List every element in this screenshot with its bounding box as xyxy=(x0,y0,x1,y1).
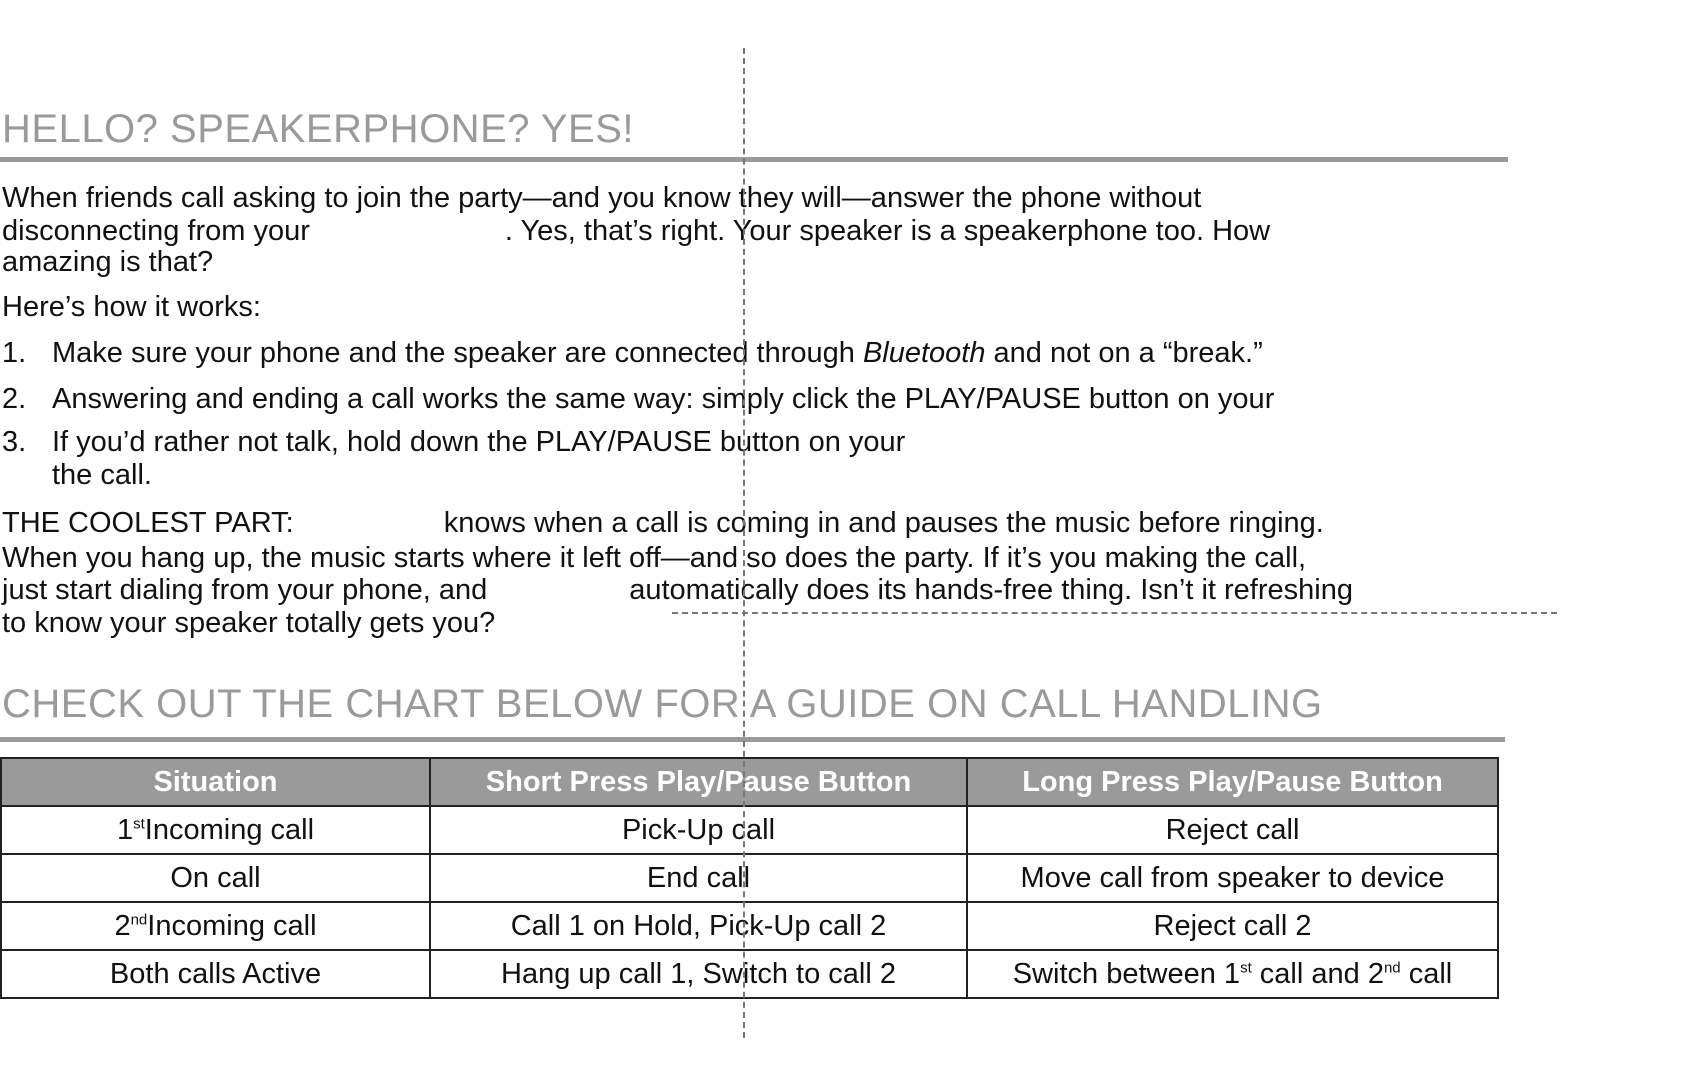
paragraph-line xyxy=(2,215,1270,248)
cell-short-press: Call 1 on Hold, Pick-Up call 2 xyxy=(430,902,967,950)
vertical-guide-line xyxy=(743,48,745,1038)
call-handling-table xyxy=(0,757,1499,999)
step-text: If you’d rather not talk, hold down the PLAY/PAUSE button on your xyxy=(52,426,906,458)
table-row xyxy=(1,950,1498,998)
text-span: Switch between 1 xyxy=(1012,957,1241,990)
step-text: Answering and ending a call works the same way: simply click the PLAY/PAUSE button on your xyxy=(52,383,1275,415)
cell-long-press: Reject call xyxy=(967,806,1498,854)
text-span: THE COOLEST PART: xyxy=(2,507,294,539)
text-span: Incoming call xyxy=(144,813,315,846)
text-span: and not on a “break.” xyxy=(985,337,1263,369)
ordinal-number: 2 xyxy=(114,909,131,942)
ordinal-suffix: nd xyxy=(130,910,148,928)
text-span: call xyxy=(1400,957,1453,990)
text-span: . Yes, that’s right. Your speaker is a speakerphone too. How xyxy=(504,215,1271,247)
ordinal-number: 1 xyxy=(116,813,134,846)
redacted-product-name xyxy=(310,215,505,248)
emphasis: Bluetooth xyxy=(862,337,986,369)
text-span: disconnecting from your xyxy=(2,215,310,247)
ordinal-suffix: st xyxy=(133,814,145,832)
cell-short-press: End call xyxy=(430,854,967,902)
table-row xyxy=(1,854,1498,902)
cell-short-press: Hang up call 1, Switch to call 2 xyxy=(430,950,967,998)
ordinal-suffix: nd xyxy=(1383,958,1401,976)
paragraph-line: amazing is that? xyxy=(2,246,214,278)
redacted-product-name xyxy=(487,574,629,607)
text-span: just start dialing from your phone, and xyxy=(2,574,488,606)
column-header-situation: Situation xyxy=(1,758,430,806)
step-text xyxy=(52,337,1263,370)
table-row xyxy=(1,902,1498,950)
heading-rule xyxy=(0,157,1508,162)
paragraph-line xyxy=(2,574,1353,607)
text-span: automatically does its hands-free thing. Isn’t it refreshing xyxy=(629,574,1353,606)
cell-short-press: Pick-Up call xyxy=(430,806,967,854)
cell-situation: Both calls Active xyxy=(1,950,430,998)
table-row xyxy=(1,806,1498,854)
paragraph-line: to know your speaker totally gets you? xyxy=(2,607,496,639)
paragraph-line xyxy=(2,507,1324,540)
step-number: 3. xyxy=(2,426,27,458)
heading-rule xyxy=(0,737,1505,742)
text-span: call and 2 xyxy=(1251,957,1384,990)
text-span: Incoming call xyxy=(147,909,317,942)
cell-situation: On call xyxy=(1,854,430,902)
cell-long-press xyxy=(967,950,1498,998)
cell-long-press: Reject call 2 xyxy=(967,902,1498,950)
text-span: knows when a call is coming in and pauses the music before ringing. xyxy=(443,507,1324,539)
cell-long-press: Move call from speaker to device xyxy=(967,854,1498,902)
cell-situation xyxy=(1,902,430,950)
paragraph-line: When you hang up, the music starts where it left off—and so does the party. If it’s you making the call, xyxy=(2,542,1307,574)
intro-line: Here’s how it works: xyxy=(2,291,261,323)
column-header-short-press: Short Press Play/Pause Button xyxy=(430,758,967,806)
step-number: 2. xyxy=(2,383,27,415)
cell-situation xyxy=(1,806,430,854)
paragraph-line: When friends call asking to join the party—and you know they will—answer the phone without xyxy=(2,182,1202,214)
table-header-row xyxy=(1,758,1498,806)
redacted-product-name xyxy=(294,507,444,540)
section-heading-chart: CHECK OUT THE CHART BELOW FOR A GUIDE ON CALL HANDLING xyxy=(2,682,1323,726)
column-header-long-press: Long Press Play/Pause Button xyxy=(967,758,1498,806)
step-number: 1. xyxy=(2,337,27,369)
text-span: Make sure your phone and the speaker are connected through xyxy=(52,337,863,369)
ordinal-suffix: st xyxy=(1240,958,1252,976)
section-heading-speakerphone: HELLO? SPEAKERPHONE? YES! xyxy=(2,107,635,151)
step-text-continued: the call. xyxy=(52,459,152,491)
horizontal-guide-line xyxy=(672,612,1557,614)
